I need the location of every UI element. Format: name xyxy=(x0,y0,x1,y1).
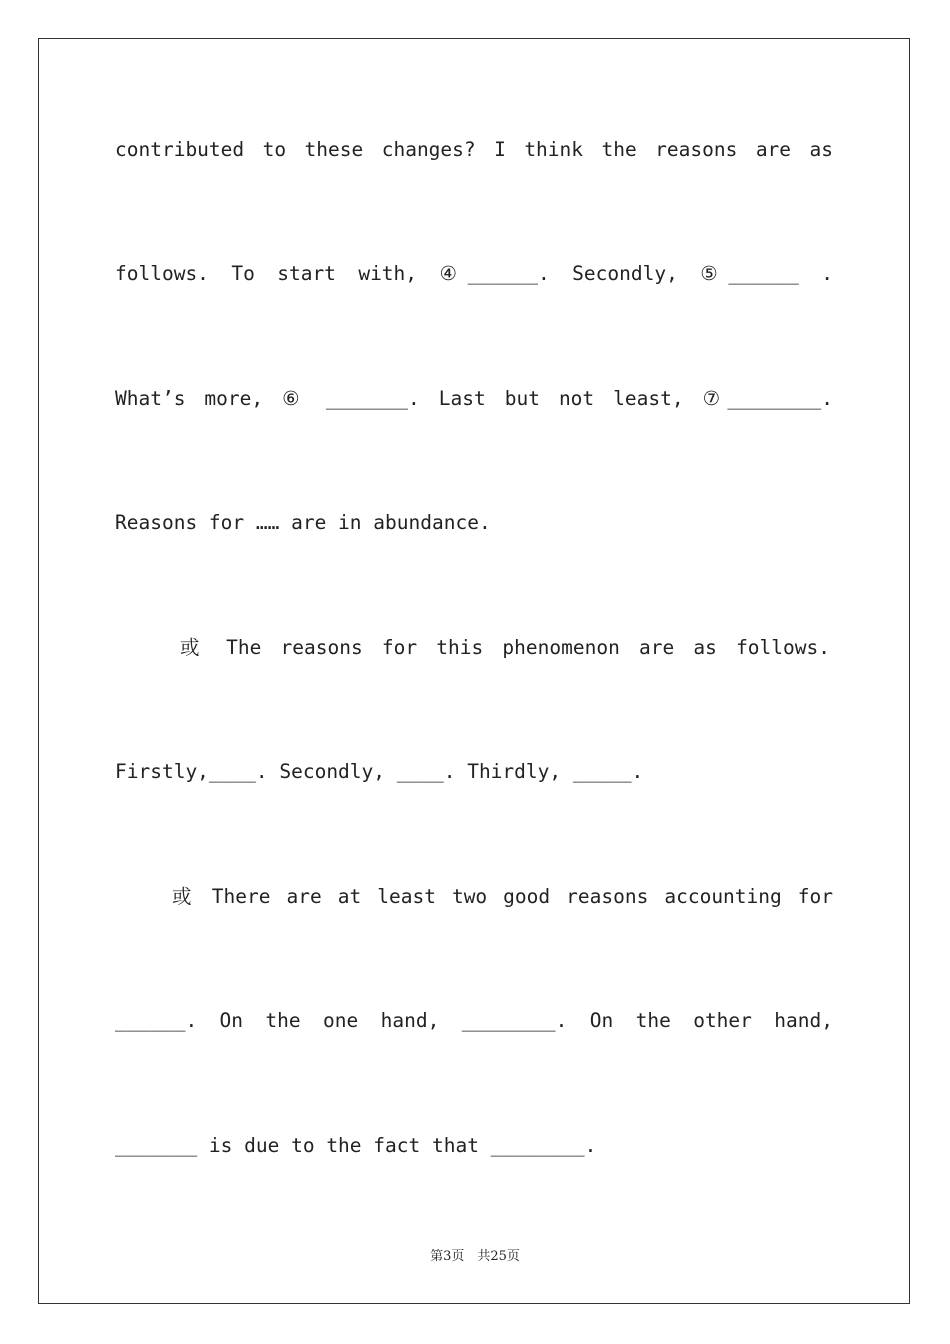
text-line-3: What’s more, ⑥ _______. Last but not least, ⑦________. xyxy=(115,387,833,410)
text-line-1: contributed to these changes? I think the reasons are as xyxy=(115,138,833,161)
text-line-4: Reasons for …… are in abundance. xyxy=(115,511,491,534)
text-line-2: follows. To start with, ④______. Secondly, ⑤______ . xyxy=(115,262,833,285)
page-border xyxy=(38,38,910,1304)
text-line-7: 或 There are at least two good reasons accounting for xyxy=(172,885,833,908)
text-line-6: Firstly,____. Secondly, ____. Thirdly, _____. xyxy=(115,760,644,783)
text-line-9: _______ is due to the fact that ________. xyxy=(115,1134,597,1157)
text-line-8: ______. On the one hand, ________. On the other hand, xyxy=(115,1009,833,1032)
page-number-footer: 第3页 共25页 xyxy=(430,1249,520,1264)
text-line-5: 或 The reasons for this phenomenon are as follows. xyxy=(180,636,830,659)
